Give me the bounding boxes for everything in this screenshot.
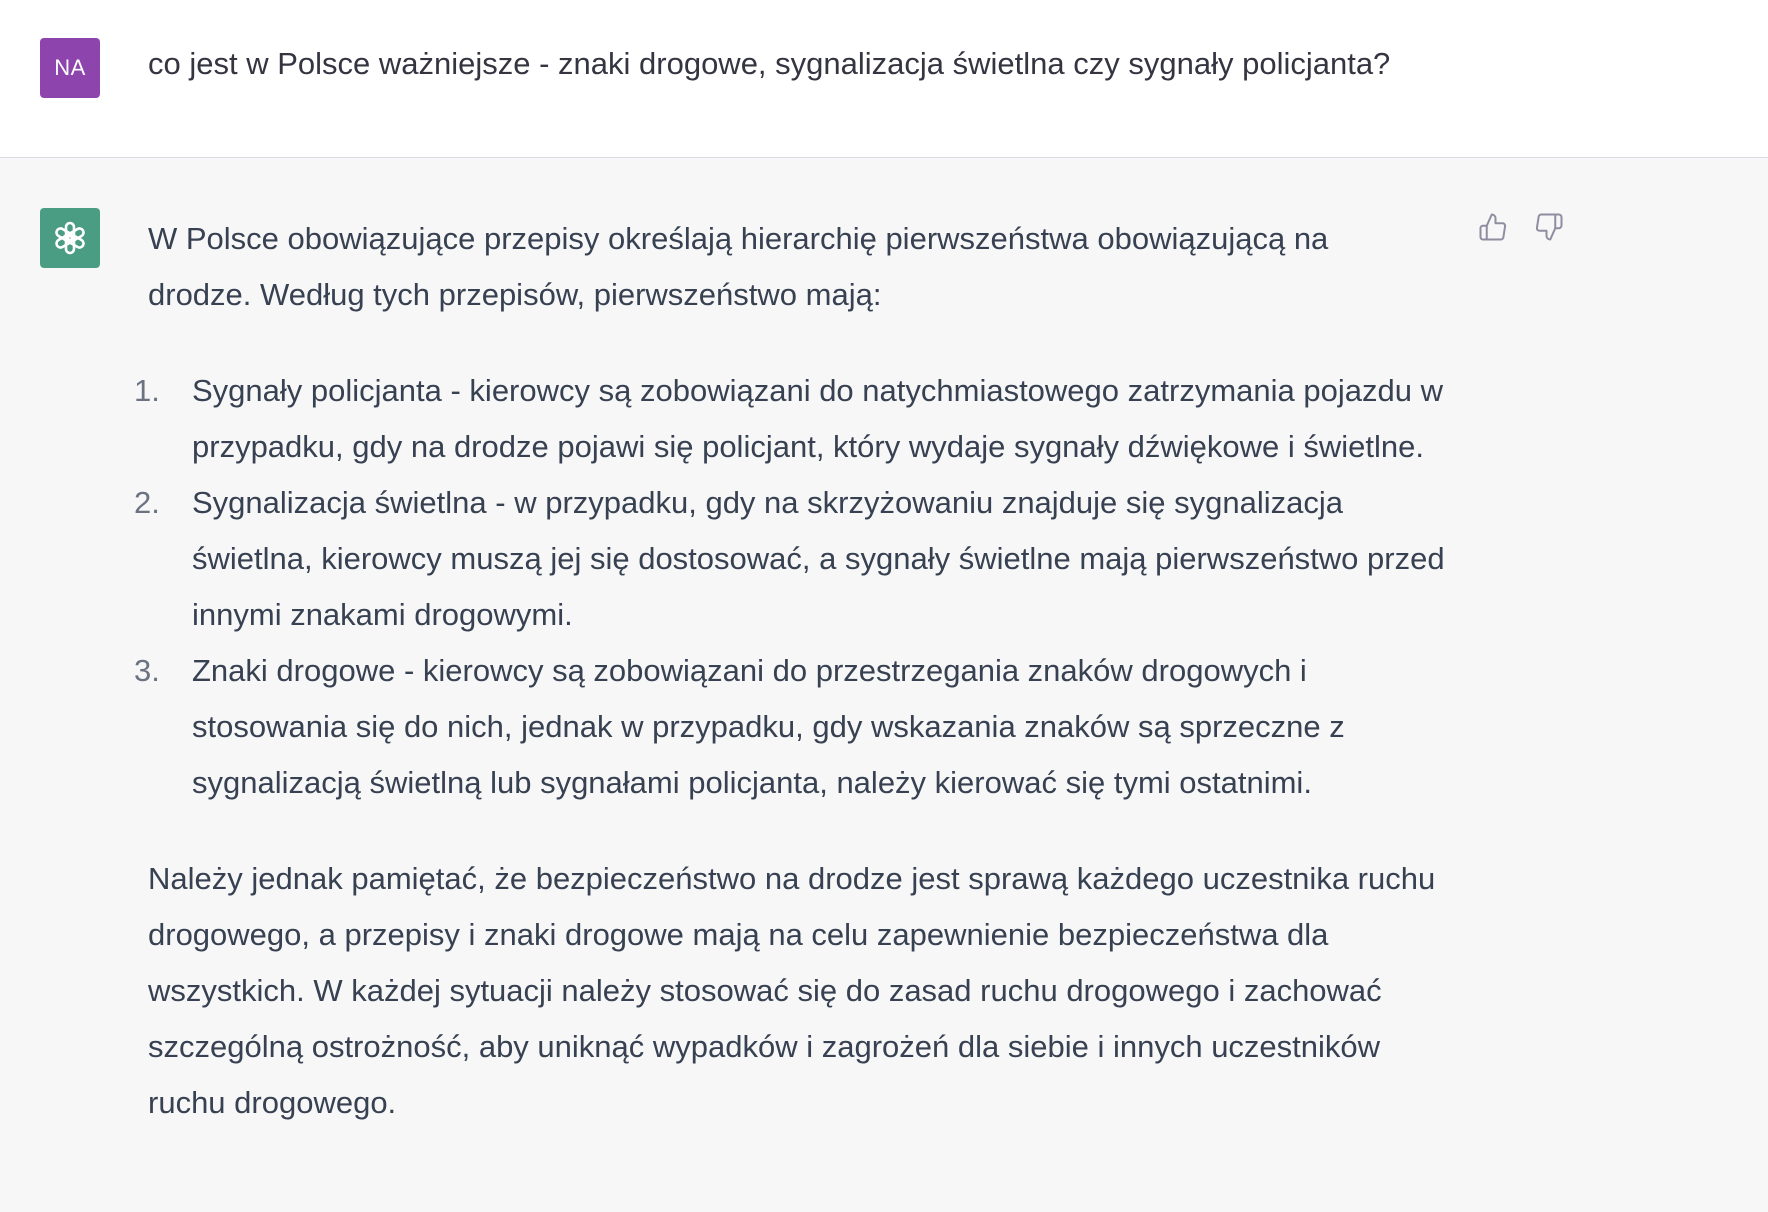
priority-list [134,363,1448,811]
answer-intro: W Polsce obowiązujące przepisy określają hierarchię pierwszeństwa obowiązującą na drodze. Według tych przepisów, pierwszeństwo mają: [148,221,1329,312]
list-item [134,475,1462,643]
list-item-number: 1. [134,373,160,408]
list-item [134,643,1462,811]
answer-outro: Należy jednak pamiętać, że bezpieczeństwo na drodze jest sprawą każdego uczestnika ruchu drogowego, a przepisy i znaki drogowe mają na celu zapewnienie bezpieczeństwa dla wszystkich. W każdej sytuacji należy stosować się do zasad ruchu drogowego i zachować szczególną ostrożność, aby uniknąć wypadków i zagrożeń dla siebie i innych uczestników ruchu drogowego. [148,861,1436,1120]
thumbs-up-button[interactable] [1476,210,1510,244]
list-item-number: 3. [134,653,160,688]
thumbs-down-button[interactable] [1532,210,1566,244]
assistant-message-content [134,211,1448,1131]
thumbs-down-icon [1534,212,1564,242]
list-item-number: 2. [134,485,160,520]
list-item-text: Sygnalizacja świetlna - w przypadku, gdy na skrzyżowaniu znajduje się sygnalizacja świetlna, kierowcy muszą jej się dostosować, a sygnały świetlne mają pierwszeństwo przed innymi znakami drogowymi. [192,485,1445,632]
assistant-message-row [0,158,1768,1212]
list-item-text: Sygnały policjanta - kierowcy są zobowiązani do natychmiastowego zatrzymania pojazdu w przypadku, gdy na drodze pojawi się policjant, który wydaje sygnały dźwiękowe i świetlne. [192,373,1443,464]
list-item-text: Znaki drogowe - kierowcy są zobowiązani do przestrzegania znaków drogowych i stosowania się do nich, jednak w przypadku, gdy wskazania znaków są sprzeczne z sygnalizacją świetlną lub sygnałami policjanta, należy kierować się tymi ostatnimi. [192,653,1345,800]
chatgpt-logo-icon [49,217,91,259]
assistant-avatar [40,208,100,268]
user-avatar-initials: NA [54,55,86,80]
thumbs-up-icon [1478,212,1508,242]
user-avatar [40,38,100,98]
user-message-row [0,0,1768,158]
list-item [134,363,1462,475]
user-message-text: co jest w Polsce ważniejsze - znaki drogowe, sygnalizacja świetlna czy sygnały policjanta? [148,46,1391,81]
